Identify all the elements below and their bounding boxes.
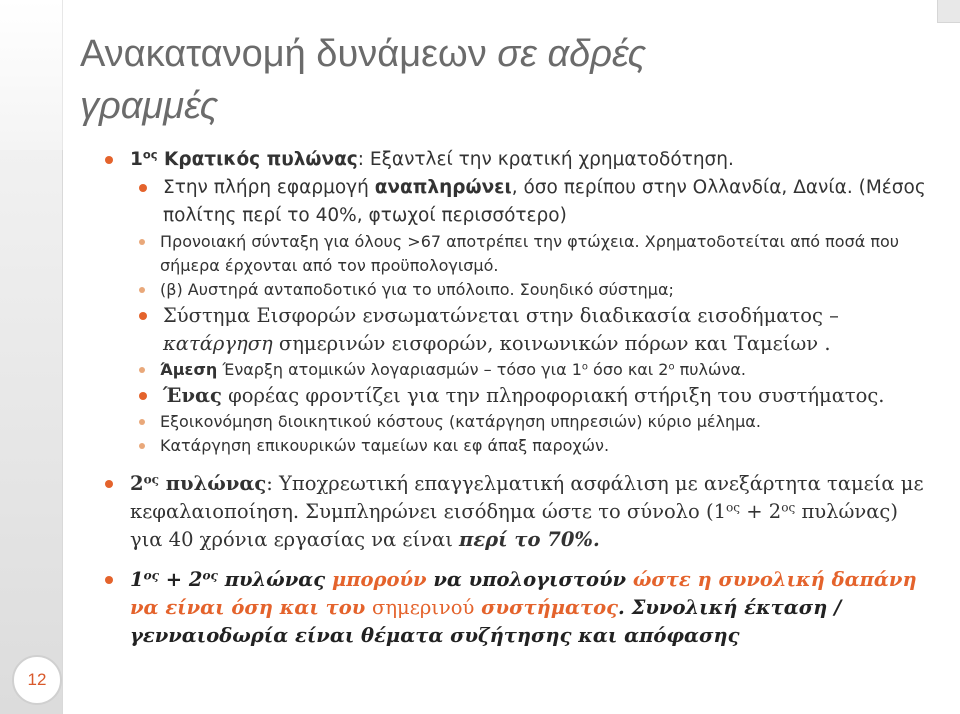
bullet-single-agency xyxy=(135,382,935,410)
bullet-first-pillar xyxy=(100,146,935,174)
slide-body xyxy=(100,146,935,650)
b4b-text: Κατάργηση επικουρικών ταμείων και εφ άπαξ παροχών. xyxy=(160,436,610,455)
b6-s5: όση και του xyxy=(231,596,373,619)
bullet-second-pillar xyxy=(100,470,935,554)
b6-o3: σημερινού xyxy=(372,596,475,619)
b3a-text2: όσο και 2 xyxy=(587,360,669,379)
bullet-welfare-pension xyxy=(135,230,935,278)
b3a-text3: πυλώνα. xyxy=(674,360,746,379)
bullet-contribution-system xyxy=(135,302,935,358)
b2-text2: , όσο περίπου στην Ολλανδία, Δανία. (Μέσος πολίτης περί το 40%, φτωχοί περισσότερο) xyxy=(163,177,926,226)
b5-text2: + 2 xyxy=(740,500,782,523)
b6-s7: . Συνολική έκταση / γενναιοδωρία είναι θέματα συζήτησης και απόφασης xyxy=(130,596,842,647)
b3a-sup2: ο xyxy=(668,361,675,373)
b1-bold: Κρατικός πυλώνας xyxy=(157,149,358,170)
b5-bold-italic: περί το 70%. xyxy=(459,528,600,551)
b2b-text: (β) Αυστηρά ανταποδοτικό για το υπόλοιπο. Σουηδικό σύστημα; xyxy=(160,280,674,299)
bullet-supplements xyxy=(135,174,935,230)
bullet-abolish-funds xyxy=(135,434,935,458)
b5-text1: : Υποχρεωτική επαγγελματική ασφάλιση με ανεξάρτητα ταμεία με κεφαλαιοποίηση. Συμπληρώνει εισόδημα ώστε το σύνολο (1 xyxy=(130,472,924,523)
b5-sup: ος xyxy=(143,472,159,487)
b5-bold: πυλώνας xyxy=(159,472,267,495)
corner-decoration xyxy=(937,0,960,23)
b4-bold: Ένας xyxy=(163,384,222,407)
b3-italic: κατάργηση xyxy=(163,332,273,355)
b2-text1: Στην πλήρη εφαρμογή xyxy=(163,177,375,198)
slide-number-text: 12 xyxy=(27,670,47,689)
b2a-text: Προνοιακή σύνταξη για όλους >67 αποτρέπει την φτώχεια. Χρηματοδοτείται από ποσά που σήμερα έρχονται από τον προϋπολογισμό. xyxy=(160,232,900,275)
b6-sup2: ος xyxy=(202,568,218,583)
b6-o4: συστήματος xyxy=(481,596,619,619)
b6-sup1: ος xyxy=(143,568,159,583)
b2-bold: αναπληρώνει xyxy=(374,177,512,198)
b6-s3: πυλώνας xyxy=(217,568,332,591)
slide-number xyxy=(12,655,62,705)
title-italic: σε αδρές xyxy=(497,33,647,75)
b1-sup: ος xyxy=(142,147,158,162)
b6-s2: + 2 xyxy=(159,568,203,591)
left-rail-top xyxy=(0,0,63,150)
bullet-admin-savings xyxy=(135,410,935,434)
bullet-list xyxy=(100,146,935,650)
left-rail xyxy=(0,150,63,714)
b6-s4: να υπολογιστούν xyxy=(426,568,633,591)
title-line2: γραμμές xyxy=(80,85,219,127)
b1-rest: : Εξαντλεί την κρατική χρηματοδότηση. xyxy=(357,149,734,170)
b5-num: 2 xyxy=(130,472,144,495)
b6-o1: μπορούν xyxy=(331,568,427,591)
slide-title xyxy=(80,28,820,132)
b3a-sup1: ο xyxy=(581,361,588,373)
b3-text2: σημερινών εισφορών, κοινωνικών πόρων και Ταμείων . xyxy=(272,332,831,355)
b5-sup1: ος xyxy=(726,500,741,515)
b5-sup2: ος xyxy=(781,500,796,515)
b4-rest: φορέας φροντίζει για την πληροφοριακή στήριξη του συστήματος. xyxy=(221,384,885,407)
b4a-text: Εξοικονόμηση διοικητικού κόστους (κατάργηση υπηρεσιών) κύριο μέλημα. xyxy=(160,412,761,431)
b1-num: 1 xyxy=(130,149,143,170)
bullet-combined-pillars xyxy=(100,566,935,650)
title-plain: Ανακατανομή δυνάμεων xyxy=(80,33,487,75)
b3-text1: Σύστημα Εισφορών ενσωματώνεται στην διαδικασία εισοδήματος – xyxy=(163,304,839,327)
b5-text3: πυλώνας) για 40 χρόνια εργασίας να είναι xyxy=(130,500,898,551)
bullet-strict-contributory xyxy=(135,278,935,302)
b3a-text1: Έναρξη ατομικών λογαριασμών – τόσο για 1 xyxy=(217,360,582,379)
b6-s1: 1 xyxy=(130,568,144,591)
b6-o2: ώστε η συνολική δαπάνη να είναι xyxy=(130,568,917,619)
b3a-bold: Άμεση xyxy=(160,360,218,379)
bullet-immediate-accounts xyxy=(135,358,935,382)
